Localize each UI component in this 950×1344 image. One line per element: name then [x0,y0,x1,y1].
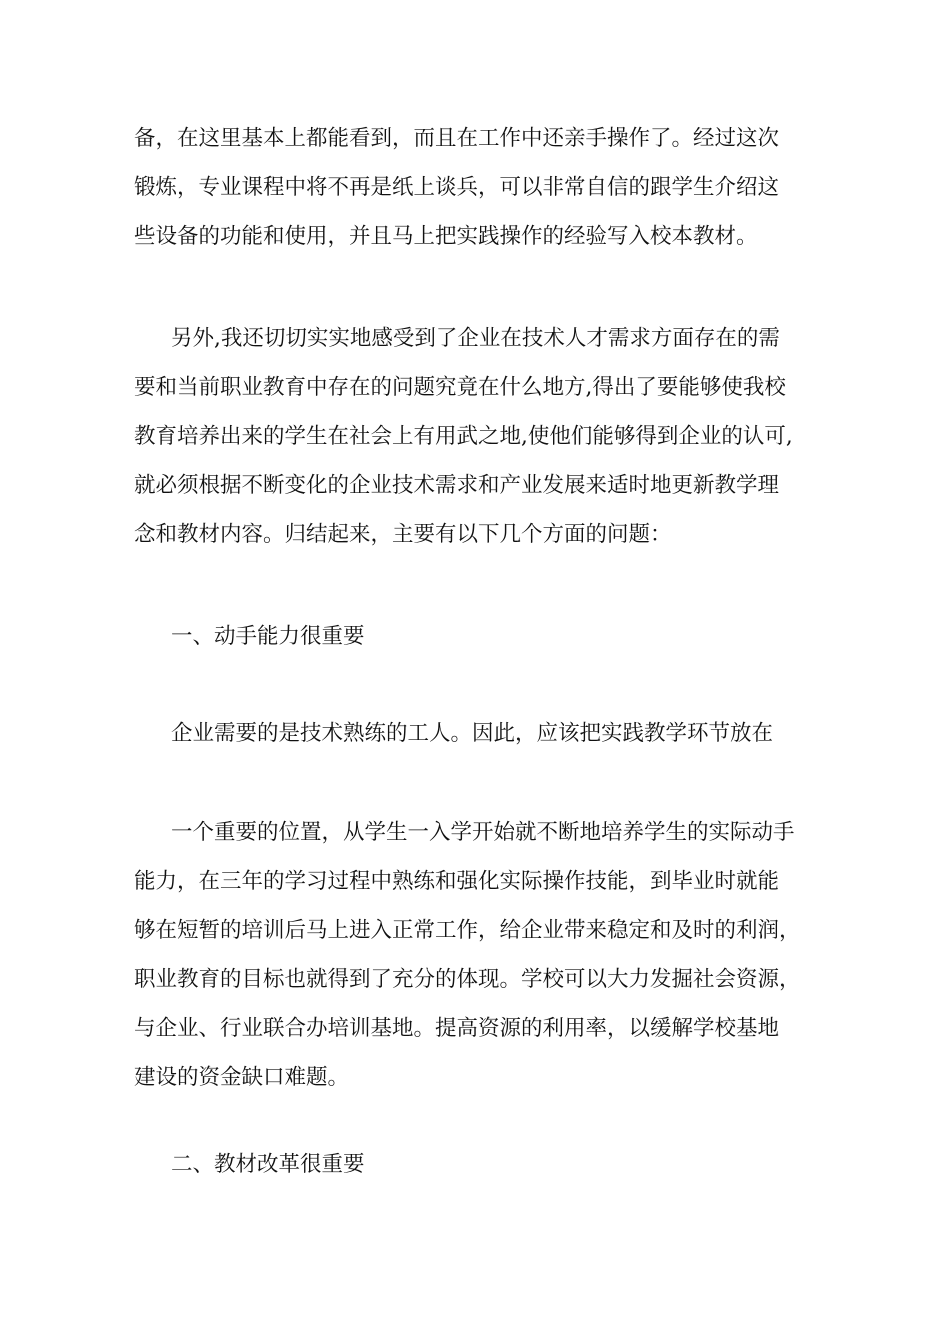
heading-text: 二、教材改革很重要 [171,1152,365,1177]
text-line: 建设的资金缺口难题。 [134,1065,350,1090]
paragraph-skilled-workers [134,709,824,758]
text-line: 些设备的功能和使用，并且马上把实践操作的经验写入校本教材。 [134,224,758,249]
text-line: 能力，在三年的学习过程中熟练和强化实际操作技能，到毕业时就能 [134,869,780,894]
paragraph-continued [134,114,824,261]
section-heading-2 [134,1140,824,1189]
text-line: 锻炼，专业课程中将不再是纸上谈兵，可以非常自信的跟学生介绍这 [134,175,780,200]
text-line: 教育培养出来的学生在社会上有用武之地,使他们能够得到企业的认可, [134,424,793,449]
text-line: 要和当前职业教育中存在的问题究竟在什么地方,得出了要能够使我校 [134,375,786,400]
paragraph-enterprise-needs [134,314,824,559]
text-line: 企业需要的是技术熟练的工人。因此，应该把实践教学环节放在 [171,721,774,746]
text-line: 备，在这里基本上都能看到，而且在工作中还亲手操作了。经过这次 [134,126,780,151]
heading-text: 一、动手能力很重要 [171,624,365,649]
paragraph-practice-teaching [134,808,824,1102]
text-line: 与企业、行业联合办培训基地。提高资源的利用率，以缓解学校基地 [134,1016,780,1041]
text-line: 够在短暂的培训后马上进入正常工作，给企业带来稳定和及时的利润， [134,918,801,943]
text-line: 念和教材内容。归结起来，主要有以下几个方面的问题： [134,522,672,547]
text-line: 就必须根据不断变化的企业技术需求和产业发展来适时地更新教学理 [134,473,780,498]
text-line: 另外,我还切切实实地感受到了企业在技术人才需求方面存在的需 [171,326,780,351]
section-heading-1 [134,612,824,661]
text-line: 一个重要的位置，从学生一入学开始就不断地培养学生的实际动手 [171,820,795,845]
text-line: 职业教育的目标也就得到了充分的体现。学校可以大力发掘社会资源， [134,967,801,992]
